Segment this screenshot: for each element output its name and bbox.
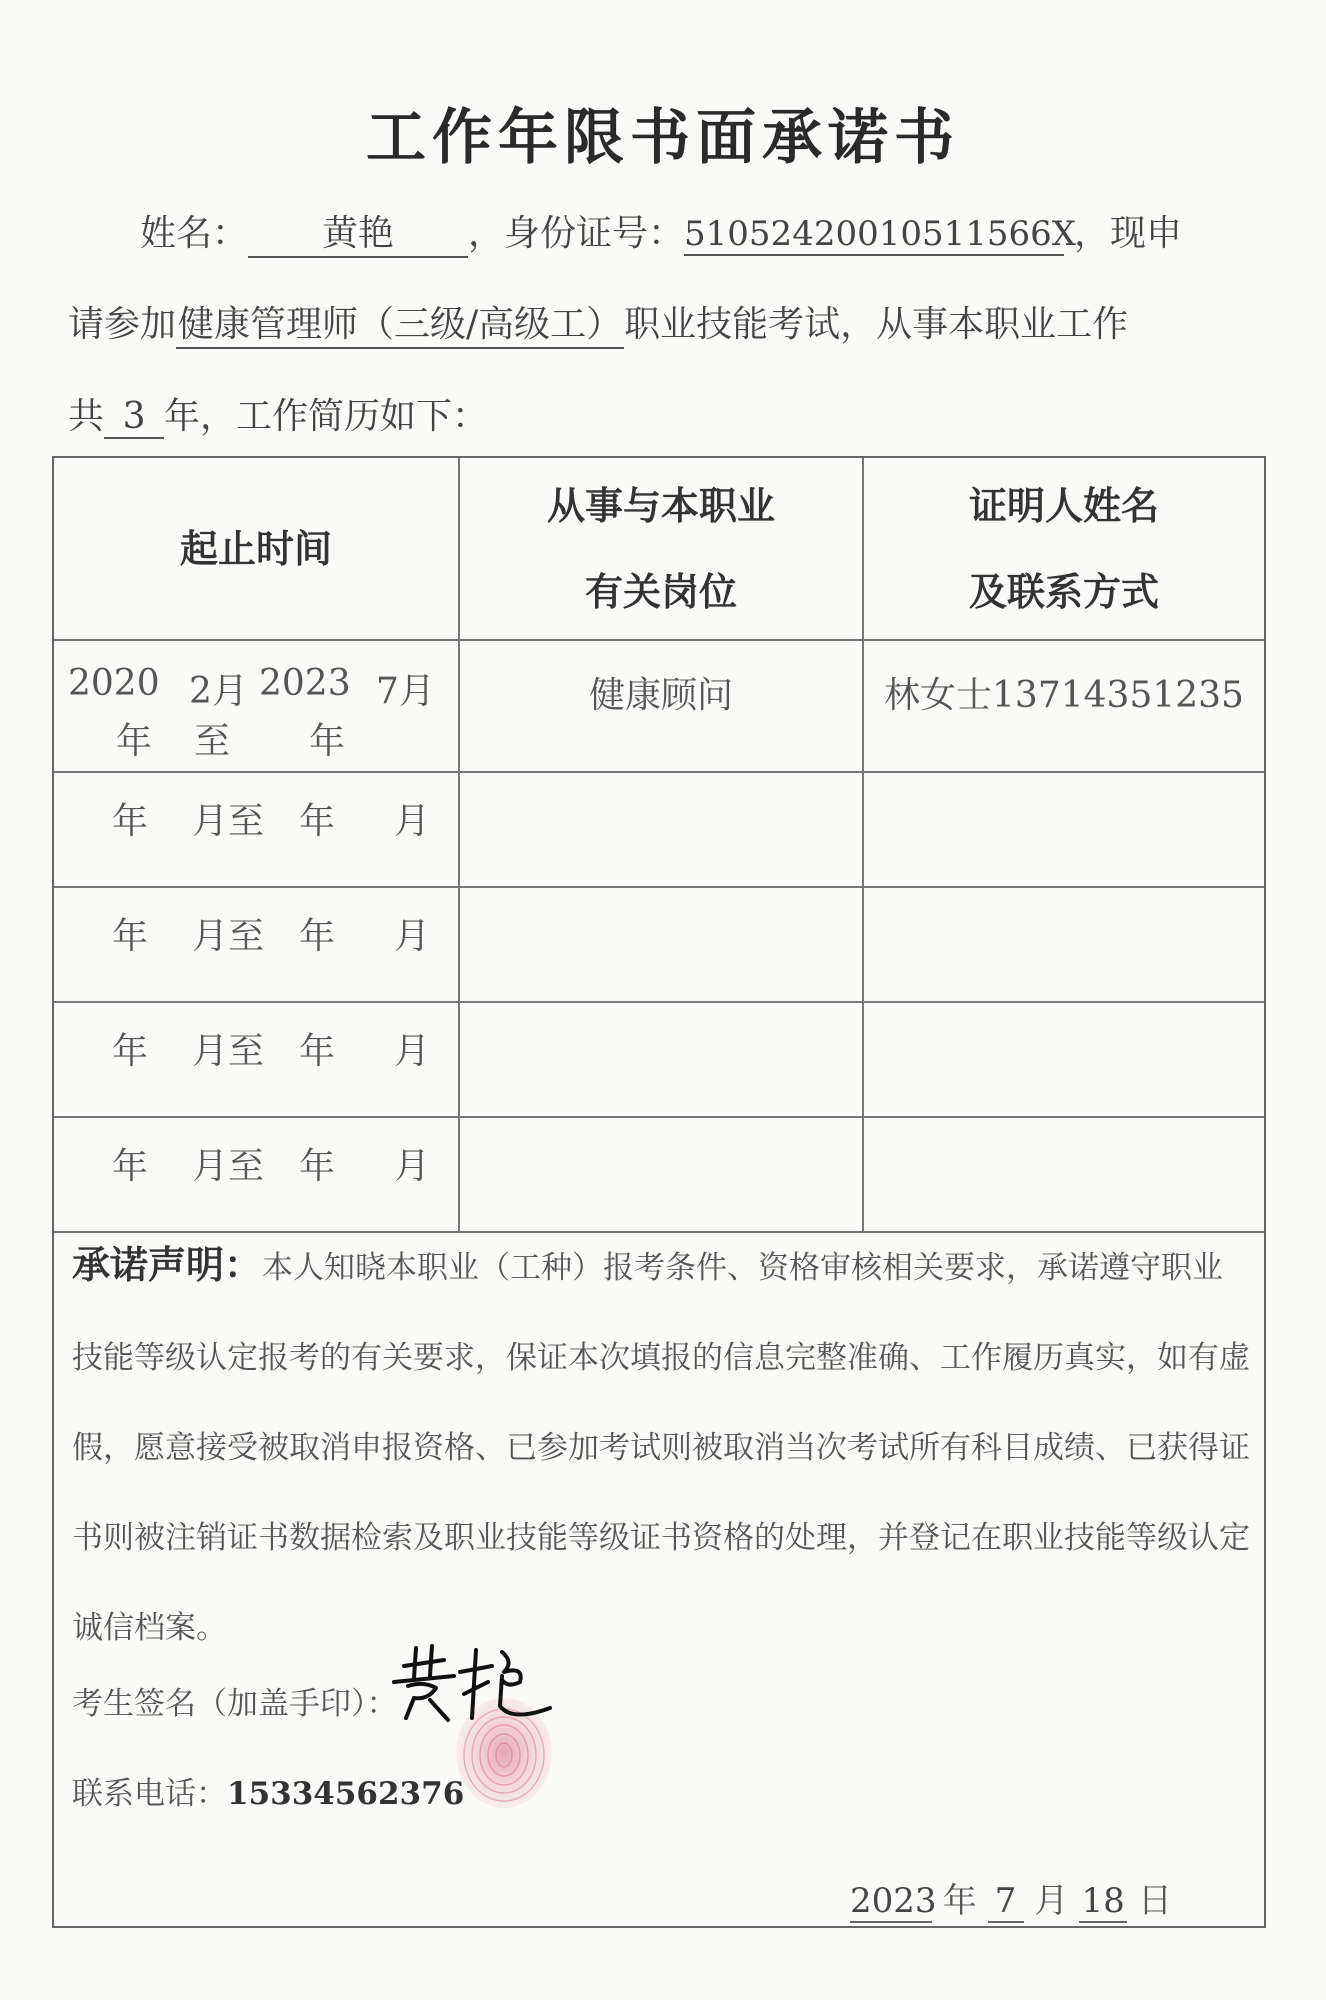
line2-start: 请参加 [68,304,177,345]
statement-lead: 承诺声明： [72,1243,263,1287]
header-contact-line1: 证明人姓名 [968,483,1159,528]
exam-name: 健康管理师（三级/高级工） [176,296,624,349]
signing-date [850,1873,1172,1923]
phone-label: 联系电话： [72,1776,227,1812]
date-month-label: 月 [1034,1881,1069,1921]
position-cell [459,772,863,887]
line3-start: 共 [68,396,105,437]
id-number-value: 51052420010511566X [684,214,1076,254]
start-month: 2月 [189,671,248,712]
contact-cell [863,1002,1264,1117]
period-cell: 年 月至 年 月 [54,772,459,887]
position-cell: 健康顾问 [459,640,863,772]
table-row [54,1002,1264,1117]
contact-cell [863,1117,1264,1232]
handwritten-signature [384,1636,564,1731]
date-day-label: 日 [1138,1881,1172,1921]
end-month: 7月 [376,671,435,712]
header-position-line2: 有关岗位 [584,569,737,614]
line1-end: ，现申 [1074,213,1183,254]
position-cell [459,1117,863,1232]
date-year-label: 年 [942,1881,977,1921]
phone-row [72,1768,464,1813]
start-year: 2020 [68,663,160,704]
name-label: 姓名： [140,213,249,254]
id-label: ，身份证号： [468,213,685,254]
work-history-table [54,458,1264,1233]
intro-line-2 [68,296,1128,349]
period-cell: 年 月至 年 月 [54,887,459,1002]
header-position [459,458,863,640]
statement-text: 本人知晓本职业（工种）报考条件、资格审核相关要求，承诺遵守职业技能等级认定报考的有关要求，保证本次填报的信息完整准确、工作履历真实，如有虚假，愿意接受被取消申报资格、已参加考试则被取消当次考试所有科目成绩、已获得证书则被注销证书数据检索及职业技能等级证书资格的处理，并登记在职业技能等级认定诚信档案。 [72,1250,1250,1646]
period-cell: 年 月至 年 月 [54,1002,459,1117]
position-cell [459,887,863,1002]
contact-cell: 林女士13714351235 [863,640,1264,772]
line3-end: 年，工作简历如下： [164,396,489,437]
header-position-line1: 从事与本职业 [546,483,775,528]
period-cell: 年 月至 年 月 [54,1117,459,1232]
signature-label: 考生签名（加盖手印）： [72,1686,398,1722]
document-title: 工作年限书面承诺书 [366,103,960,173]
intro-line-3 [68,388,488,439]
nian-label-1: 年 [116,721,153,762]
nian-label-2: 年 [309,721,346,762]
years-value: 3 [104,396,164,439]
period-cell [54,640,459,772]
form-box [52,456,1266,1928]
date-month: 7 [988,1881,1024,1923]
table-row [54,640,1264,772]
intro-line-1 [140,205,1182,258]
table-row [54,887,1264,1002]
end-year: 2023 [259,663,351,704]
name-value: 黄艳 [248,205,468,258]
zhi-label: 至 [194,721,231,762]
header-period: 起止时间 [54,458,459,640]
table-header-row [54,458,1264,640]
table-row [54,772,1264,887]
table-row [54,1117,1264,1232]
contact-cell [863,887,1264,1002]
date-day: 18 [1079,1881,1127,1923]
contact-cell [863,772,1264,887]
commitment-statement [72,1220,1252,1673]
header-contact-line2: 及联系方式 [968,569,1159,614]
header-contact [863,458,1264,640]
date-year: 2023 [849,1881,937,1921]
phone-number: 15334562376 [227,1776,465,1812]
position-cell [459,1002,863,1117]
line2-end: 职业技能考试，从事本职业工作 [624,304,1129,345]
